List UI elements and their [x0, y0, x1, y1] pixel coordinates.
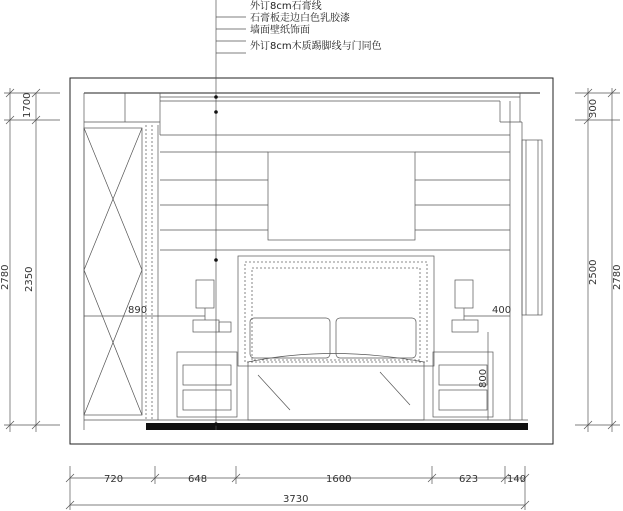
- bed: [248, 318, 424, 420]
- dim-left-inner: 2350: [24, 266, 35, 292]
- dim-bottom-total: 3730: [283, 494, 309, 505]
- floor-skirting: [146, 423, 528, 430]
- left-nightstand: [177, 280, 237, 417]
- left-dimension-lines: [4, 88, 60, 432]
- annotation-3: 墙面壁纸饰面: [250, 25, 310, 36]
- annotation-2: 石膏板走边白色乳胶漆: [250, 13, 350, 24]
- dim-right-outer: 2780: [612, 264, 623, 290]
- annotation-leader: [214, 0, 246, 430]
- dim-right-inner: 2500: [588, 259, 599, 285]
- interior-dimension-lines: [84, 316, 510, 420]
- dim-400: 400: [492, 305, 512, 316]
- right-window: [522, 140, 542, 315]
- dim-800: 800: [478, 368, 489, 388]
- dim-bottom-648: 648: [188, 474, 208, 485]
- dim-bottom-140: 140: [507, 474, 527, 485]
- dim-left-outer: 2780: [0, 264, 11, 290]
- door-panel: [84, 125, 158, 420]
- annotation-4: 外订8cm木质踢脚线与门同色: [250, 41, 382, 52]
- dim-890: 890: [128, 305, 148, 316]
- dim-right-top: 300: [588, 98, 599, 118]
- dim-left-top: 1700: [22, 92, 33, 118]
- wall-painting: [268, 152, 415, 240]
- annotation-1: 外订8cm石膏线: [250, 1, 322, 12]
- dim-bottom-1600: 1600: [326, 474, 352, 485]
- elevation-frame: [70, 78, 553, 444]
- dim-bottom-720: 720: [104, 474, 124, 485]
- right-nightstand: [433, 280, 493, 417]
- dim-bottom-623: 623: [459, 474, 479, 485]
